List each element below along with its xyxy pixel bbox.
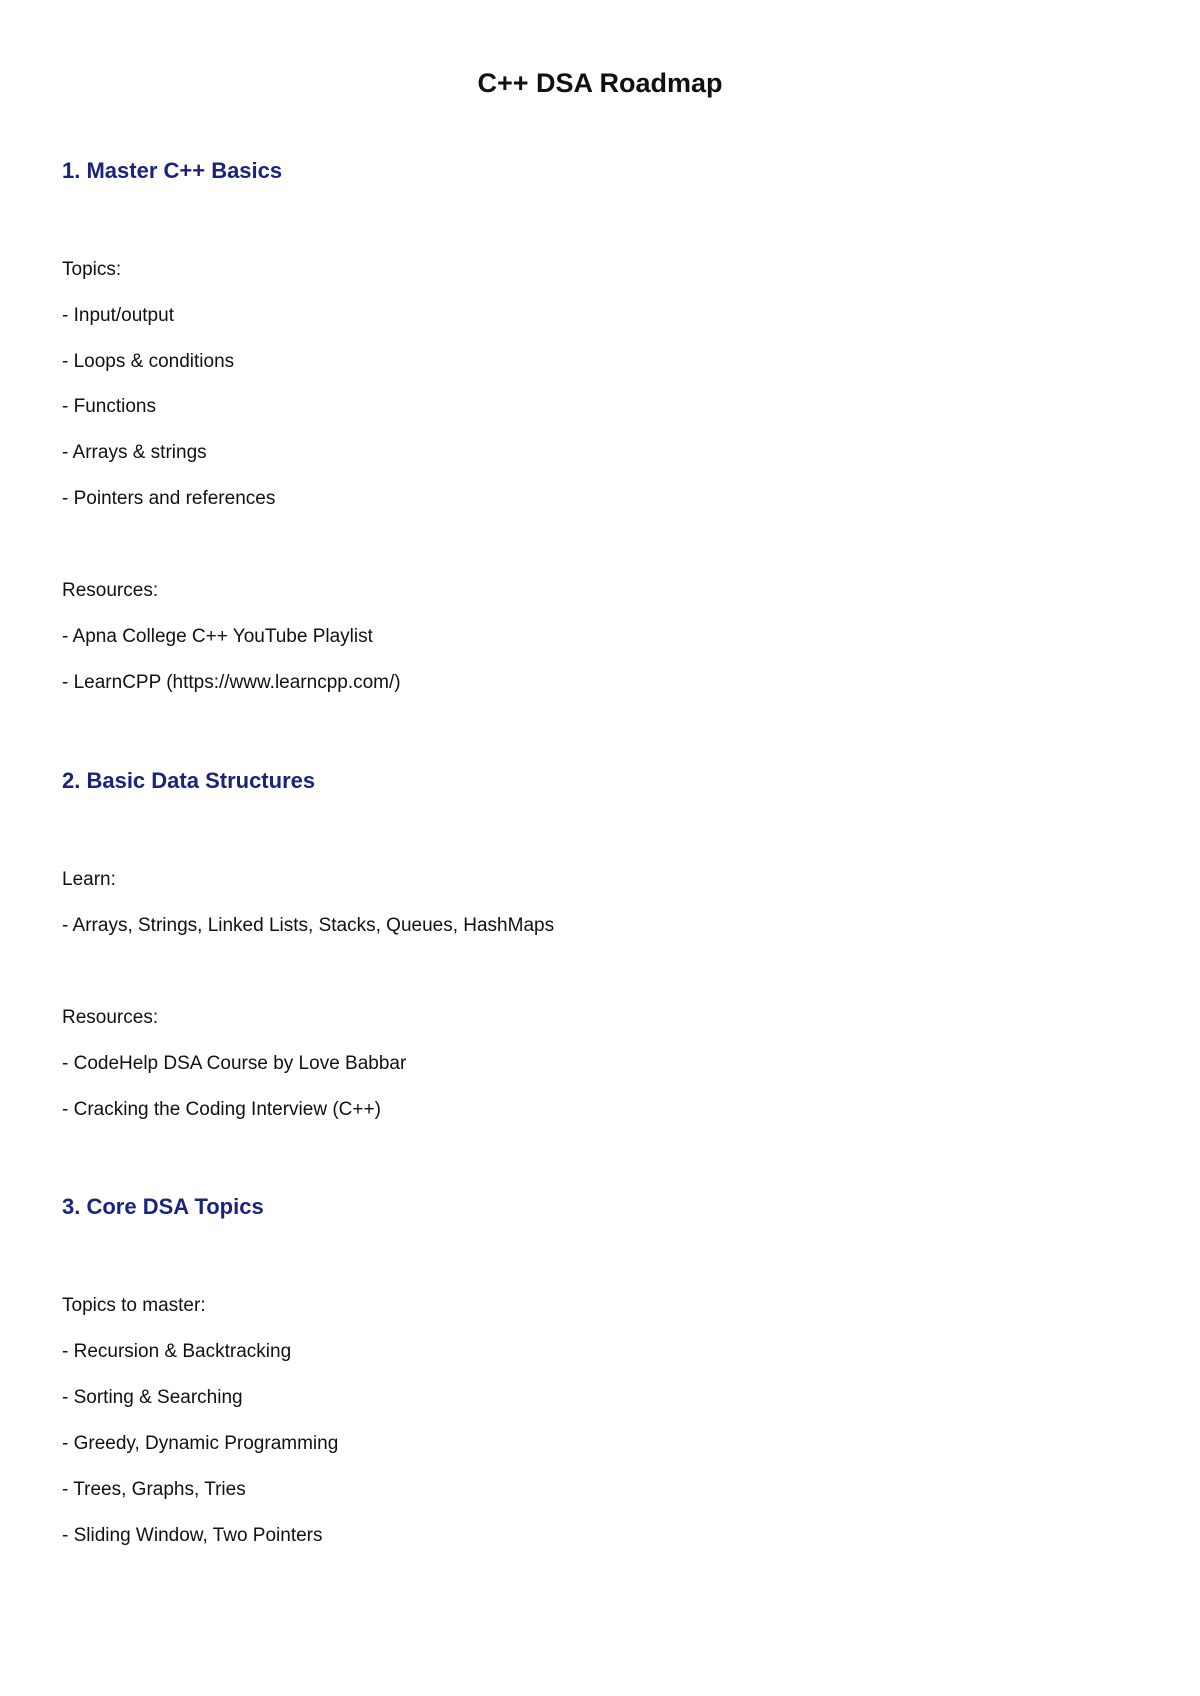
section-heading-master-cpp-basics: 1. Master C++ Basics [62, 158, 283, 183]
topic-item: - Loops & conditions [62, 351, 235, 372]
topic-item: - Sliding Window, Two Pointers [62, 1525, 323, 1546]
topic-item: - Trees, Graphs, Tries [62, 1479, 246, 1500]
learn-label: Learn: [62, 869, 116, 890]
topic-item: - Functions [62, 396, 156, 417]
topics-label: Topics: [62, 259, 122, 280]
topic-item: - Greedy, Dynamic Programming [62, 1433, 339, 1454]
topic-item: - Recursion & Backtracking [62, 1341, 292, 1362]
resource-item: - LearnCPP (https://www.learncpp.com/) [62, 672, 401, 693]
topic-item: - Pointers and references [62, 488, 276, 509]
topic-item: - Input/output [62, 305, 174, 326]
resources-label: Resources: [62, 1007, 159, 1028]
section-heading-basic-data-structures: 2. Basic Data Structures [62, 768, 316, 793]
topic-item: - Sorting & Searching [62, 1387, 243, 1408]
resource-item: - Cracking the Coding Interview (C++) [62, 1099, 381, 1120]
topic-item: - Arrays, Strings, Linked Lists, Stacks, Queues, HashMaps [62, 915, 555, 936]
document-title: C++ DSA Roadmap [477, 68, 723, 98]
resources-label: Resources: [62, 580, 159, 601]
topics-to-master-label: Topics to master: [62, 1295, 206, 1316]
resource-item: - Apna College C++ YouTube Playlist [62, 626, 373, 647]
topic-item: - Arrays & strings [62, 442, 207, 463]
resource-item: - CodeHelp DSA Course by Love Babbar [62, 1053, 407, 1074]
section-heading-core-dsa-topics: 3. Core DSA Topics [62, 1194, 264, 1219]
